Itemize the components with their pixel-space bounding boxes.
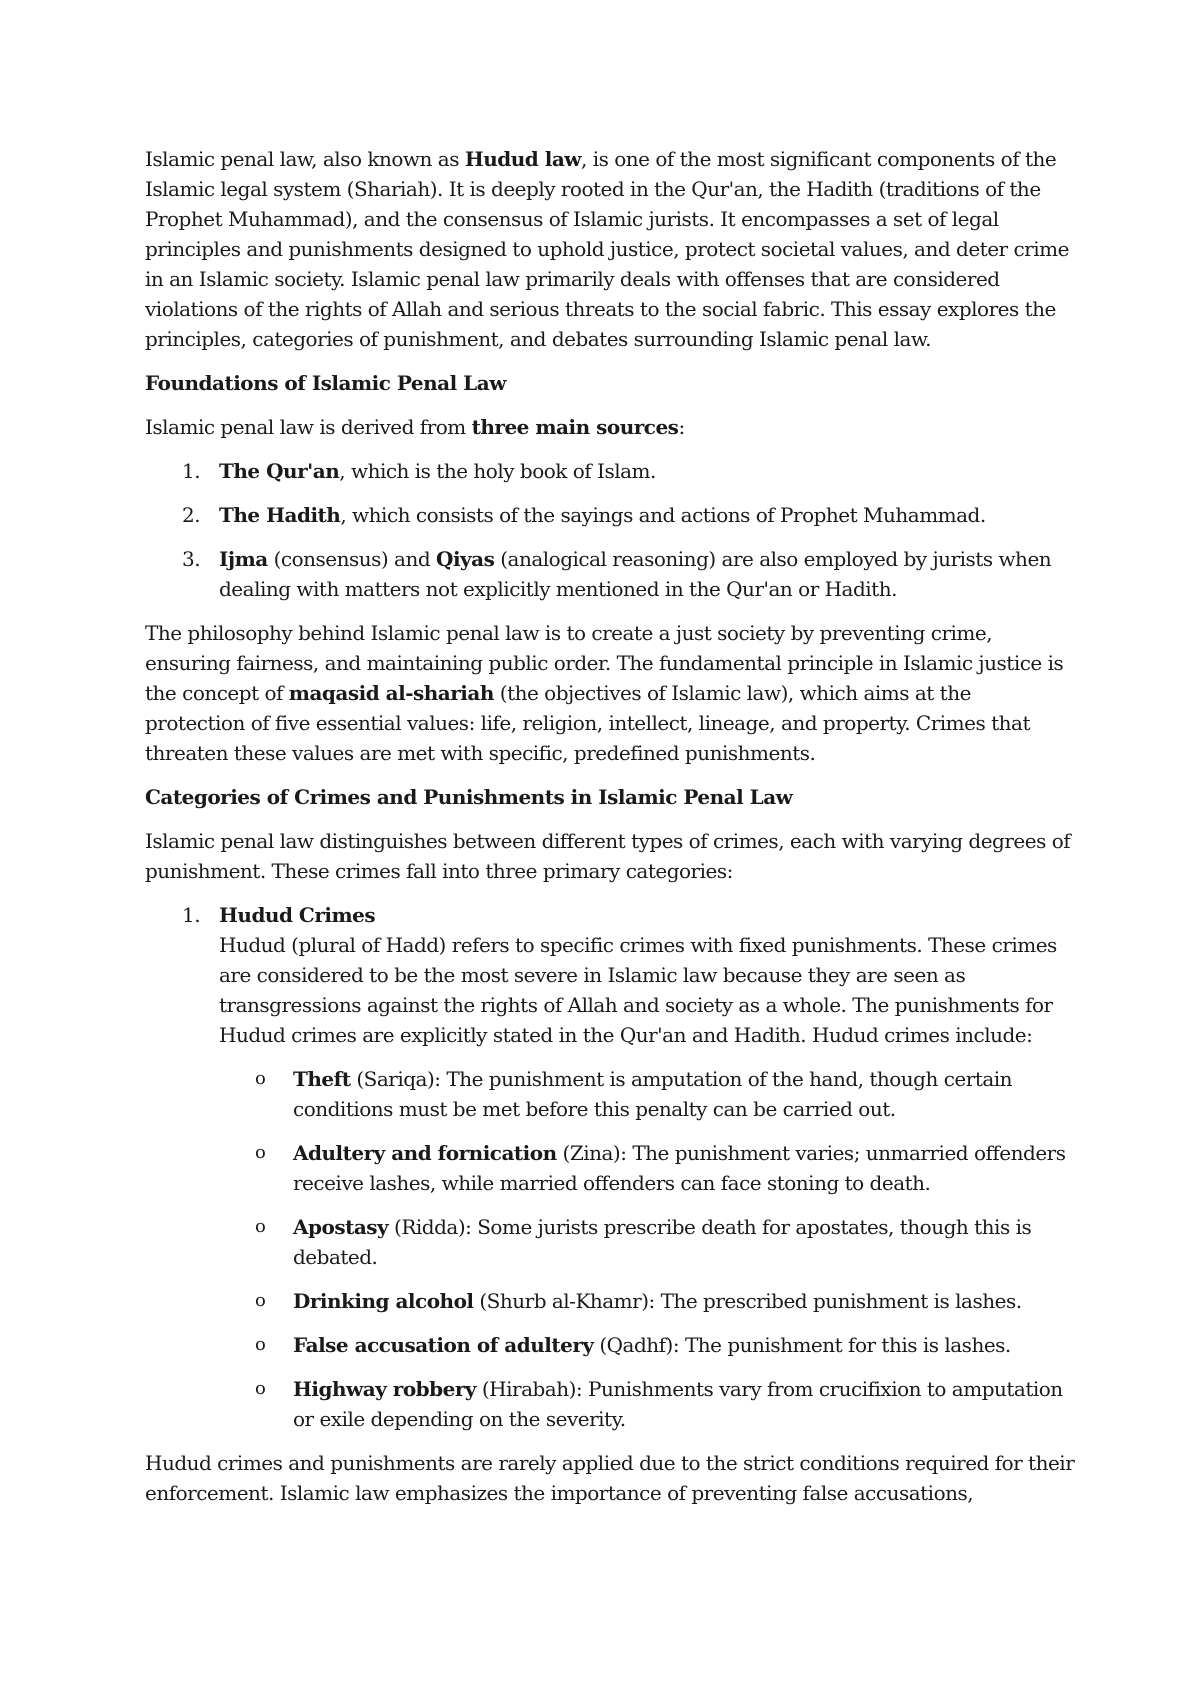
- list-item: [219, 1286, 1075, 1316]
- list-item: [145, 544, 1075, 604]
- bullet-icon: o: [255, 1290, 266, 1311]
- crime-term: Adultery and fornication: [293, 1141, 557, 1165]
- philosophy-bold-term: maqasid al-shariah: [288, 681, 494, 705]
- source-text: (consensus) and: [267, 547, 437, 571]
- crime-term: Highway robbery: [293, 1377, 477, 1401]
- crime-text: (Qadhf): The punishment for this is lashes.: [593, 1333, 1011, 1357]
- crime-text: (Shurb al-Khamr): The prescribed punishment is lashes.: [473, 1289, 1022, 1313]
- list-item: [145, 900, 1075, 1434]
- bullet-icon: o: [255, 1068, 266, 1089]
- list-number: 3.: [182, 547, 201, 571]
- list-item: [145, 456, 1075, 486]
- source-term: The Hadith: [219, 503, 341, 527]
- bullet-icon: o: [255, 1378, 266, 1399]
- list-item: [145, 500, 1075, 530]
- lead-text: Islamic penal law is derived from: [145, 415, 472, 439]
- crime-text: (Ridda): Some jurists prescribe death for apostates, though this is debated.: [293, 1215, 1032, 1269]
- hudud-description: Hudud (plural of Hadd) refers to specific crimes with fixed punishments. These crimes are considered to be the most severe in Islamic law because they are seen as transgressions against the rights of Allah and society as a whole. The punishments for Hudud crimes are explicitly stated in the Qur'an and Hadith. Hudud crimes include:: [219, 933, 1057, 1047]
- source-term: The Qur'an: [219, 459, 340, 483]
- crime-text: (Sariqa): The punishment is amputation of the hand, though certain conditions must be met before this penalty can be carried out.: [293, 1067, 1013, 1121]
- bullet-icon: o: [255, 1334, 266, 1355]
- lead-bold: three main sources: [471, 415, 679, 439]
- categories-lead: Islamic penal law distinguishes between different types of crimes, each with varying degrees of punishment. These crimes fall into three primary categories:: [145, 829, 1071, 883]
- list-number: 1.: [182, 459, 201, 483]
- document-body: [145, 144, 1075, 1522]
- crime-term: False accusation of adultery: [293, 1333, 594, 1357]
- list-item: [219, 1374, 1075, 1434]
- list-number: 1.: [182, 903, 201, 927]
- crime-text: (Zina): The punishment varies; unmarried offenders receive lashes, while married offenders can face stoning to death.: [293, 1141, 1066, 1195]
- intro-bold-term: Hudud law: [464, 147, 581, 171]
- heading-categories: Categories of Crimes and Punishments in Islamic Penal Law: [145, 785, 793, 809]
- source-term: Qiyas: [436, 547, 495, 571]
- closing-paragraph: Hudud crimes and punishments are rarely applied due to the strict conditions required for their enforcement. Islamic law emphasizes the importance of preventing false accusations,: [145, 1451, 1075, 1505]
- philosophy-text: The philosophy behind Islamic penal law is to create a just society by preventing crime, ensuring fairness, and maintaining public order. The fundamental principle in Islamic justice is the concept of: [145, 621, 1064, 705]
- crime-term: Drinking alcohol: [293, 1289, 474, 1313]
- list-item: [219, 1064, 1075, 1124]
- sources-list: [145, 456, 1075, 604]
- source-text: , which is the holy book of Islam.: [339, 459, 656, 483]
- philosophy-paragraph: [145, 618, 1075, 768]
- foundations-lead: [145, 412, 1075, 442]
- philosophy-text: (the objectives of Islamic law), which aims at the protection of five essential values: life, religion, intellect, lineage, and property. Crimes that threaten these values are met with specific, predefined punishments.: [145, 681, 1030, 765]
- list-item: [219, 1212, 1075, 1272]
- lead-text: :: [678, 415, 685, 439]
- heading-foundations: Foundations of Islamic Penal Law: [145, 371, 506, 395]
- crime-term: Theft: [293, 1067, 351, 1091]
- list-number: 2.: [182, 503, 201, 527]
- intro-paragraph: [145, 144, 1075, 354]
- bullet-icon: o: [255, 1216, 266, 1237]
- categories-list: [145, 900, 1075, 1434]
- hudud-crimes-list: [219, 1064, 1075, 1434]
- list-item: [219, 1330, 1075, 1360]
- source-text: (analogical reasoning) are also employed by jurists when dealing with matters not explicitly mentioned in the Qur'an or Hadith.: [219, 547, 1052, 601]
- list-item: [219, 1138, 1075, 1198]
- intro-text: Islamic penal law, also known as: [145, 147, 465, 171]
- crime-term: Apostasy: [293, 1215, 389, 1239]
- crime-text: (Hirabah): Punishments vary from crucifixion to amputation or exile depending on the severity.: [293, 1377, 1063, 1431]
- source-term: Ijma: [219, 547, 268, 571]
- source-text: , which consists of the sayings and actions of Prophet Muhammad.: [340, 503, 986, 527]
- bullet-icon: o: [255, 1142, 266, 1163]
- intro-text: , is one of the most significant components of the Islamic legal system (Shariah). It is deeply rooted in the Qur'an, the Hadith (traditions of the Prophet Muhammad), and the consensus of Islamic jurists. It encompasses a set of legal principles and punishments designed to uphold justice, protect societal values, and deter crime in an Islamic society. Islamic penal law primarily deals with offenses that are considered violations of the rights of Allah and serious threats to the social fabric. This essay explores the principles, categories of punishment, and debates surrounding Islamic penal law.: [145, 147, 1069, 351]
- hudud-title: Hudud Crimes: [219, 903, 376, 927]
